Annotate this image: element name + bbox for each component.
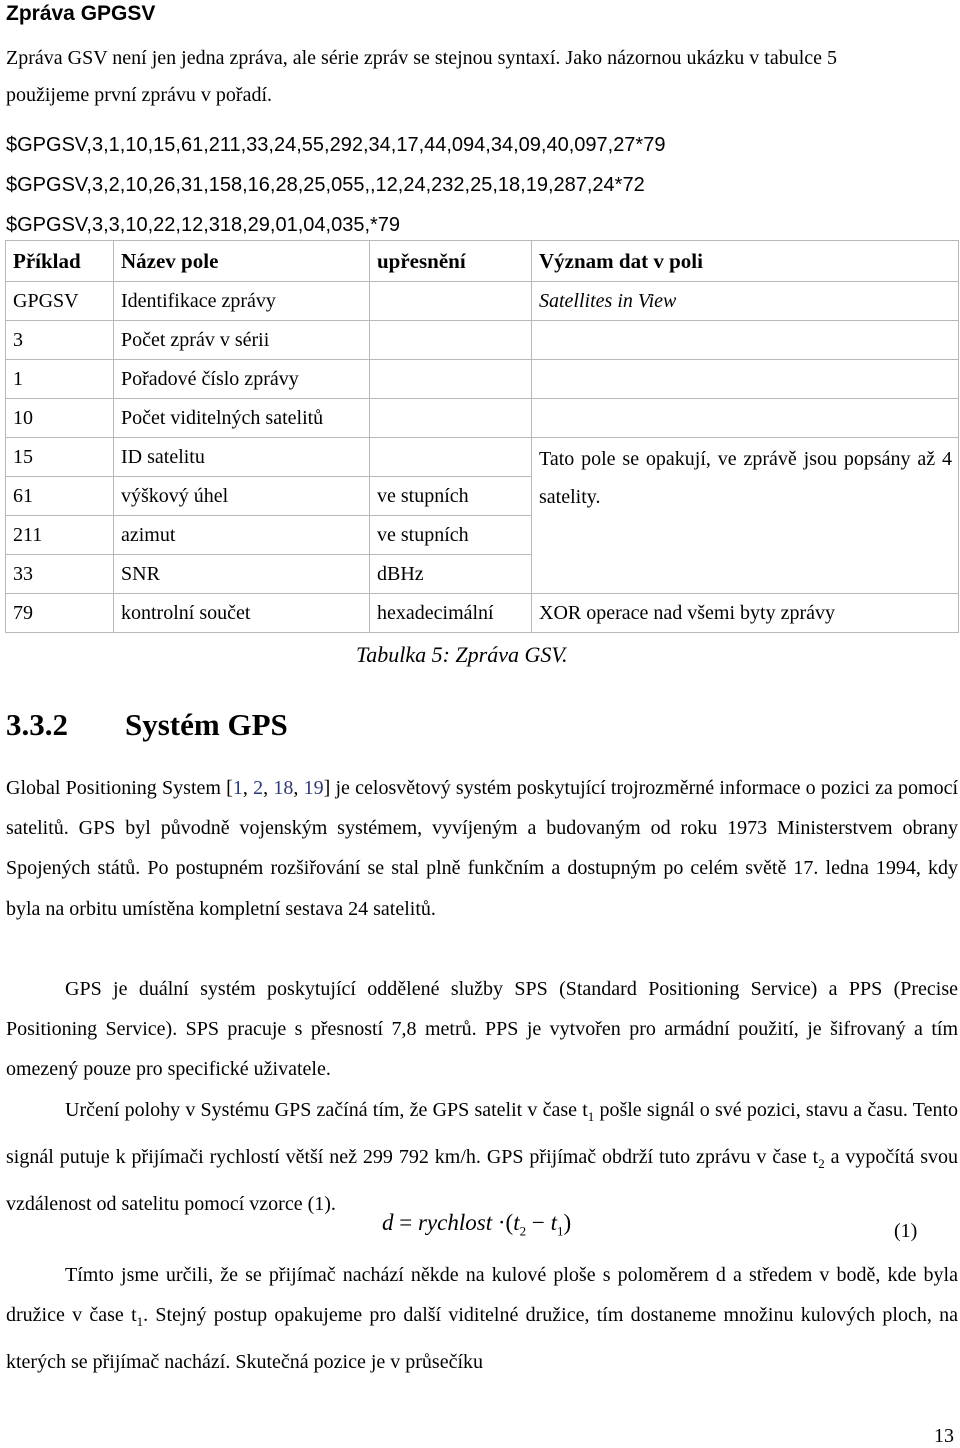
cell-example: GPGSV (6, 282, 114, 321)
p3-sub-2: 2 (818, 1156, 825, 1172)
table-row (6, 399, 959, 438)
cell-detail: dBHz (370, 555, 532, 594)
paragraph-gps-intro: Global Positioning System [1, 2, 18, 19] je celosvětový systém poskytující trojrozměrné informace o pozici za pomocí satelitů. GPS byl původně vojenským systémem, vyvíjeným a budovaným od roku 1973 Ministerstvem obrany Spojených států. Po postupném rozšiřování se stal plně funkčním a dostupným po celém světě 17. ledna 1994, kdy byla na orbitu umístěna kompletní sestava 24 satelitů. (6, 777, 959, 920)
cell-detail (370, 360, 532, 399)
header-example: Příklad (6, 241, 114, 282)
formula-speed: rychlost (417, 1210, 493, 1235)
section-title: Systém GPS (125, 707, 288, 742)
formula-t2: t (513, 1210, 520, 1235)
distance-formula: d = rychlost $\cdot(t_2 - t_1)$ (382, 1210, 572, 1239)
cell-detail: ve stupních (370, 516, 532, 555)
cell-example: 61 (6, 477, 114, 516)
paragraph-spheres (6, 1255, 958, 1383)
cell-example: 33 (6, 555, 114, 594)
cell-detail (370, 282, 532, 321)
header-field: Název pole (114, 241, 370, 282)
p3-sub-1: 1 (587, 1109, 595, 1124)
gsv-table (5, 240, 959, 633)
cell-field: kontrolní součet (114, 594, 370, 633)
table-row (6, 438, 959, 477)
cell-example: 3 (6, 321, 114, 360)
formula-number: (1) (894, 1220, 918, 1242)
header-detail: upřesnění (370, 241, 532, 282)
cell-meaning (532, 321, 959, 360)
cell-field: výškový úhel (114, 477, 370, 516)
reference-link[interactable]: 19 (303, 777, 324, 799)
table-row (6, 321, 959, 360)
p4-text-a: Tímto jsme určili, že se přijímač nachází někde na kulové ploše s poloměrem d a středem v bodě, kde byla družice v čase t (6, 1264, 958, 1327)
table-header-row (6, 241, 959, 282)
cell-example: 10 (6, 399, 114, 438)
cell-example: 79 (6, 594, 114, 633)
p3-text-c: a vypočítá svou vzdálenost od satelitu pomocí vzorce (1). (6, 1146, 958, 1216)
table-row (6, 594, 959, 633)
formula-t2-sub: 2 (519, 1223, 527, 1239)
nmea-sentence-1: $GPGSV,3,1,10,15,61,211,33,24,55,292,34,17,44,094,34,09,40,097,27*79 (6, 134, 666, 156)
cell-field: Počet zpráv v sérii (114, 321, 370, 360)
cell-field: Identifikace zprávy (114, 282, 370, 321)
cell-detail (370, 321, 532, 360)
cell-field: SNR (114, 555, 370, 594)
nmea-sentence-2: $GPGSV,3,2,10,26,31,158,16,28,25,055,,12,24,232,25,18,19,287,24*72 (6, 174, 645, 196)
cell-example: 211 (6, 516, 114, 555)
formula-equals: = (393, 1210, 418, 1235)
section-number: 3.3.2 (6, 707, 68, 742)
cell-field: Počet viditelných satelitů (114, 399, 370, 438)
formula-t1-sub: 1 (556, 1223, 564, 1239)
cell-field: ID satelitu (114, 438, 370, 477)
cell-detail: hexadecimální (370, 594, 532, 633)
cell-detail (370, 438, 532, 477)
reference-link[interactable]: 18 (273, 777, 294, 799)
cell-field: Pořadové číslo zprávy (114, 360, 370, 399)
table-row (6, 360, 959, 399)
paragraph-position-determination (6, 1090, 958, 1225)
formula-dot: · (497, 1210, 506, 1235)
formula-t1: t (550, 1210, 557, 1235)
cell-meaning: Satellites in View (532, 282, 959, 321)
cell-field: azimut (114, 516, 370, 555)
page-number: 13 (934, 1425, 954, 1447)
cell-meaning (532, 360, 959, 399)
header-meaning: Význam dat v poli (532, 241, 959, 282)
p1-text-a: Global Positioning System [ (6, 777, 233, 799)
reference-link[interactable]: 1 (232, 777, 243, 799)
cell-detail (370, 399, 532, 438)
p4-sub: 1 (136, 1314, 144, 1330)
reference-link[interactable]: 2 (253, 777, 264, 799)
p4-text-b: . Stejný postup opakujeme pro další viditelné družice, tím dostaneme množinu kulových ploch, na kterých se přijímač nachází. Skutečná pozice je v průsečíku (6, 1304, 958, 1374)
intro-paragraph: Zpráva GSV není jen jedna zpráva, ale série zpráv se stejnou syntaxí. Jako názornou ukázku v tabulce 5 použijeme první zprávu v pořadí. (6, 47, 838, 106)
cell-example: 1 (6, 360, 114, 399)
cell-example: 15 (6, 438, 114, 477)
table-row (6, 282, 959, 321)
cell-meaning-repeat: Tato pole se opakují, ve zprávě jsou popsány až 4 satelity. (532, 438, 959, 594)
cell-meaning (532, 399, 959, 438)
formula-minus: − (526, 1210, 551, 1235)
formula-d: d (382, 1210, 394, 1235)
cell-meaning: XOR operace nad všemi byty zprávy (532, 594, 959, 633)
table-caption: Tabulka 5: Zpráva GSV. (356, 642, 568, 667)
nmea-sentence-3: $GPGSV,3,3,10,22,12,318,29,01,04,035,*79 (6, 214, 401, 236)
p3-text-b: pošle signál o své pozici, stavu a času. Tento signál putuje k přijímači rychlostí větší než 299 792 km/h. GPS přijímač obdrží tuto zprávu v čase t (6, 1099, 958, 1169)
paragraph-gps-services: GPS je duální systém poskytující oddělené služby SPS (Standard Positioning Service) a PPS (Precise Positioning Service). SPS pracuje s přesností 7,8 metrů. PPS je vytvořen pro armádní použití, je šifrovaný a tím omezený pouze pro specifické uživatele. (6, 978, 958, 1081)
heading: Zpráva GPGSV (6, 2, 156, 25)
cell-detail: ve stupních (370, 477, 532, 516)
p1-text-b: ] je celosvětový systém poskytující trojrozměrné informace o pozici za pomocí satelitů. GPS byl původně vojenským systémem, vyvíjeným a budovaným od roku 1973 Ministerstvem obrany Spojených států. Po postupném rozšiřování se stal plně funkčním a dostupným po celém světě 17. ledna 1994, kdy byla na orbitu umístěna kompletní sestava 24 satelitů. (6, 777, 959, 920)
p3-text-a: Určení polohy v Systému GPS začíná tím, že GPS satelit v čase t (65, 1099, 588, 1121)
